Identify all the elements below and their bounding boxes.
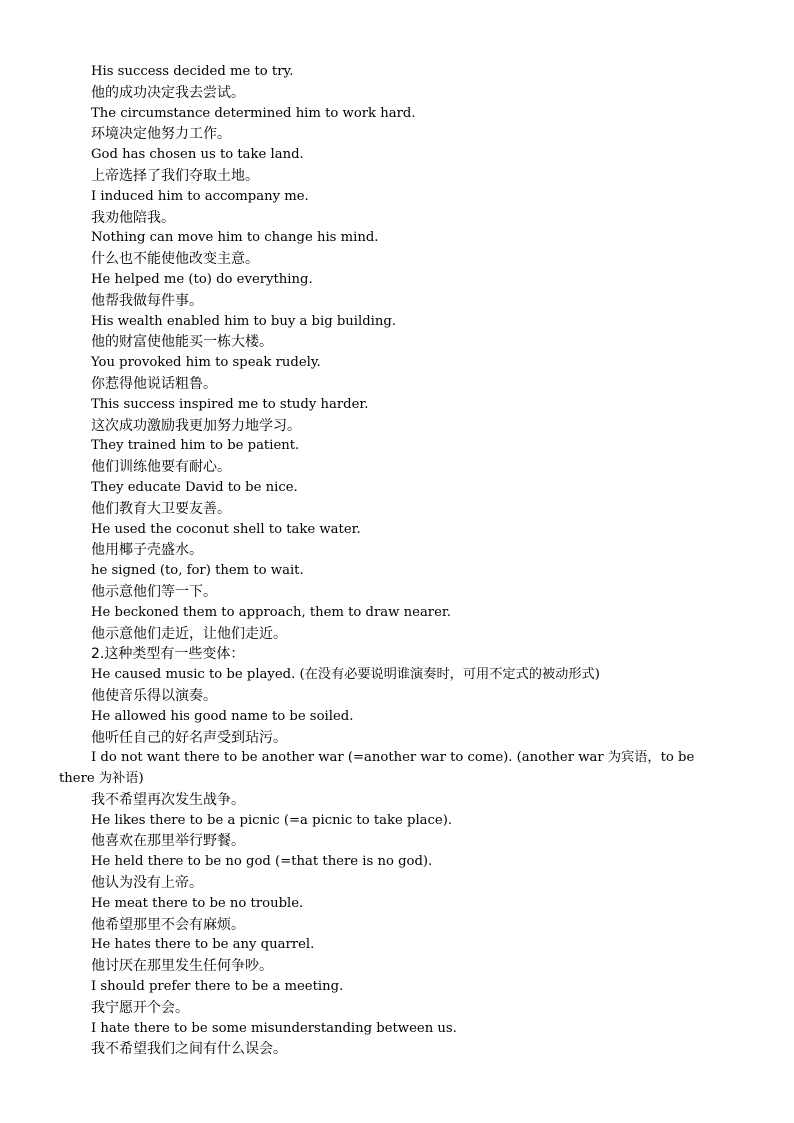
english-sentence: He meat there to be no trouble. — [91, 895, 304, 911]
chinese-translation: 他希望那里不会有麻烦。 — [91, 916, 245, 933]
chinese-translation: 我劝他陪我。 — [91, 209, 175, 226]
english-sentence: He caused music to be played. (在没有必要说明谁演奏时，可用不定式的被动形式) — [91, 667, 600, 683]
chinese-translation: 这次成功激励我更加努力地学习。 — [91, 417, 301, 434]
chinese-translation: 他帮我做每件事。 — [91, 292, 203, 309]
chinese-translation: 他认为没有上帝。 — [91, 875, 203, 892]
english-sentence: The circumstance determined him to work hard. — [91, 105, 416, 121]
english-sentence: I should prefer there to be a meeting. — [91, 979, 344, 995]
chinese-translation: 我宁愿开个会。 — [91, 999, 189, 1016]
english-sentence: They educate David to be nice. — [91, 479, 298, 495]
english-sentence: He helped me (to) do everything. — [91, 271, 313, 287]
chinese-translation: 他们训练他要有耐心。 — [91, 459, 231, 476]
english-sentence: He likes there to be a picnic (=a picnic to take place). — [91, 812, 453, 828]
english-sentence: He used the coconut shell to take water. — [91, 521, 361, 537]
document-page — [0, 62, 794, 1060]
chinese-translation: 他讨厌在那里发生任何争吵。 — [91, 958, 273, 975]
english-sentence: He held there to be no god (=that there is no god). — [91, 854, 433, 870]
chinese-translation: 他用椰子壳盛水。 — [91, 542, 203, 559]
chinese-translation: 上帝选择了我们夺取土地。 — [91, 167, 259, 184]
english-sentence: His wealth enabled him to buy a big building. — [91, 313, 397, 329]
chinese-translation: 环境决定他努力工作。 — [91, 126, 231, 143]
chinese-translation: 他的财富使他能买一栋大楼。 — [91, 334, 273, 351]
english-sentence: God has chosen us to take land. — [91, 147, 304, 163]
chinese-translation: 我不希望再次发生战争。 — [91, 791, 245, 808]
section-heading: 2.这种类型有一些变体： — [91, 646, 245, 663]
english-sentence: I hate there to be some misunderstanding between us. — [91, 1020, 457, 1036]
english-sentence: he signed (to, for) them to wait. — [91, 563, 304, 579]
chinese-translation: 我不希望我们之间有什么误会。 — [91, 1041, 287, 1058]
chinese-translation: 他使音乐得以演奏。 — [91, 687, 217, 704]
english-sentence: He allowed his good name to be soiled. — [91, 708, 354, 724]
chinese-translation: 他示意他们走近，让他们走近。 — [91, 625, 287, 642]
english-sentence: This success inspired me to study harder. — [91, 396, 369, 412]
english-sentence: I induced him to accompany me. — [91, 188, 309, 204]
chinese-translation: 他的成功决定我去尝试。 — [91, 84, 245, 101]
english-sentence: You provoked him to speak rudely. — [91, 355, 321, 371]
english-sentence: I do not want there to be another war (=another war to come). (another war 为宾语，to be there 为补语) — [59, 750, 695, 787]
chinese-translation: 什么也不能使他改变主意。 — [91, 251, 259, 268]
english-sentence: His success decided me to try. — [91, 64, 294, 79]
chinese-translation: 你惹得他说话粗鲁。 — [91, 375, 217, 392]
english-sentence: They trained him to be patient. — [91, 438, 300, 454]
chinese-translation: 他们教育大卫要友善。 — [91, 500, 231, 517]
english-sentence: He hates there to be any quarrel. — [91, 937, 315, 953]
chinese-translation: 他喜欢在那里举行野餐。 — [91, 833, 245, 850]
english-sentence: He beckoned them to approach, them to draw nearer. — [91, 604, 451, 620]
chinese-translation: 他听任自己的好名声受到玷污。 — [91, 729, 287, 746]
english-sentence: Nothing can move him to change his mind. — [91, 230, 379, 246]
chinese-translation: 他示意他们等一下。 — [91, 583, 217, 600]
